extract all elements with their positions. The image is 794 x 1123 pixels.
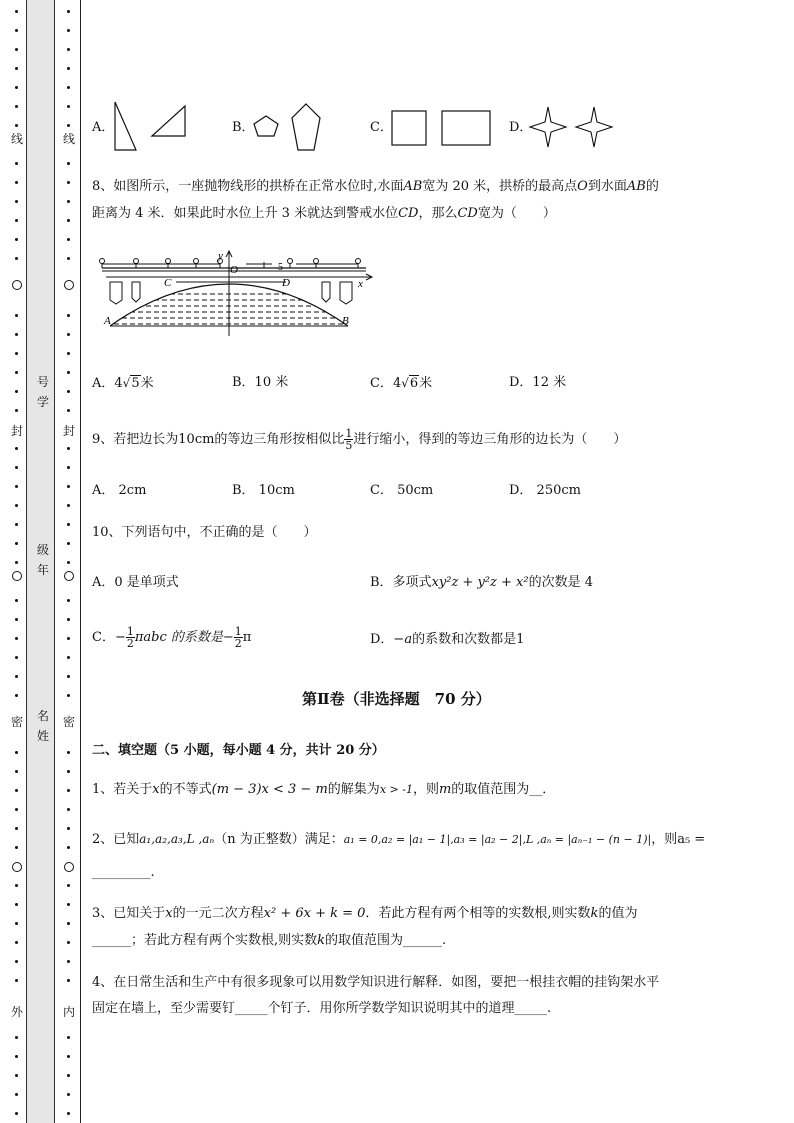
- q9-text-b: 进行缩小，得到的等边三角形的边长为（ ）: [353, 432, 627, 447]
- margin-dot: [67, 542, 70, 545]
- q10-option-b: [370, 574, 593, 592]
- f1-mid: 的不等式: [159, 782, 212, 797]
- margin-dot: [15, 333, 18, 336]
- q7-option-d-label: D．: [509, 120, 533, 135]
- margin-ring: [12, 280, 22, 290]
- margin-dot: [15, 238, 18, 241]
- q10-c-frac1: $\frac{1}{2}$: [126, 625, 134, 650]
- margin-dot: [67, 1074, 70, 1077]
- f3-line2a: ______；若此方程有两个实数根,则实数: [92, 933, 318, 948]
- margin-dot: [67, 67, 70, 70]
- q8-cd-2: CD: [457, 206, 478, 221]
- q8-a-unit: 米: [140, 376, 154, 391]
- q10-d-pre: D．−: [370, 632, 405, 647]
- margin-dot: [15, 200, 18, 203]
- q7-option-b-label: B．: [232, 120, 255, 135]
- margin-dot: [67, 903, 70, 906]
- q8-stem-line1: [92, 178, 659, 196]
- f1-x: x: [152, 782, 160, 797]
- q8-text-e: 距离为 4 米．如果此时水位上升 3 米就达到警戒水位: [92, 206, 399, 221]
- margin-dot: [67, 789, 70, 792]
- margin-dot: [67, 181, 70, 184]
- margin-dot: [67, 960, 70, 963]
- q10-c-pre: C．−: [92, 630, 126, 645]
- label-ji: 级: [36, 543, 49, 557]
- part2-title: 第Ⅱ卷（非选择题 70 分）: [302, 690, 491, 708]
- margin-dot: [67, 257, 70, 260]
- q10-option-c: [92, 626, 251, 650]
- margin-dot: [15, 770, 18, 773]
- fig-label-d: D: [282, 277, 290, 289]
- f2-pre: 2、已知: [92, 832, 140, 847]
- fill-q4-line2: 固定在墙上，至少需要钉_____个钉子．用你所学数学知识说明其中的道理_____.: [92, 1001, 552, 1016]
- q8-text-c: 到水面: [587, 179, 627, 194]
- f2-relation: a₁ = 0,a₂ = |a₁ − 1|,a₃ = |a₂ − 2|,L ,aₙ = |aₙ₋₁ − (n − 1)|: [343, 833, 652, 846]
- margin-dot: [15, 447, 18, 450]
- q8-c-radicand: 6: [409, 376, 419, 391]
- margin-dot: [15, 314, 18, 317]
- q10-d-var: a: [404, 632, 413, 647]
- f3-k: k: [590, 906, 599, 921]
- margin-dot: [67, 884, 70, 887]
- q8-text-f: ，那么: [418, 206, 458, 221]
- f2-cond: （n 为正整数）满足：: [214, 832, 344, 847]
- q8-text-d: 的: [645, 179, 659, 194]
- margin-dot: [67, 333, 70, 336]
- margin-ring: [64, 862, 74, 872]
- margin-dot: [15, 979, 18, 982]
- margin-dot: [67, 29, 70, 32]
- inner-char-feng: 封: [62, 424, 75, 438]
- inner-char-xian: 线: [62, 132, 75, 146]
- fill-q2-blank: _________.: [92, 865, 155, 880]
- margin-dot: [15, 941, 18, 944]
- f1-solution: x > -1: [379, 783, 413, 796]
- margin-dot: [15, 1055, 18, 1058]
- margin-ring: [12, 862, 22, 872]
- q8-stem-line2: [92, 205, 556, 223]
- margin-dot: [15, 371, 18, 374]
- q7-option-a-figure: [112, 100, 190, 154]
- label-xing: 姓: [36, 729, 49, 743]
- margin-dot: [67, 694, 70, 697]
- margin-dot: [15, 48, 18, 51]
- fill-q4-line1: 4、在日常生活和生产中有很多现象可以用数学知识进行解释．如图，要把一根挂衣帽的挂钩架水平: [92, 975, 660, 990]
- margin-dot: [67, 1036, 70, 1039]
- fill-q3-line2: [92, 932, 446, 950]
- margin-dot: [15, 86, 18, 89]
- margin-dot: [15, 257, 18, 260]
- margin-dot: [15, 694, 18, 697]
- fill-in-heading: 二、填空题（5 小题，每小题 4 分，共计 20 分）: [92, 743, 385, 758]
- margin-dot: [15, 846, 18, 849]
- fig-label-x: x: [358, 278, 363, 290]
- outer-char-wai: 外: [10, 1005, 23, 1019]
- f3-x: x: [165, 906, 173, 921]
- margin-dot: [15, 67, 18, 70]
- q9-option-c: C． 50cm: [370, 483, 434, 498]
- margin-dot: [67, 352, 70, 355]
- margin-dot: [67, 751, 70, 754]
- q8-option-d: D．12 米: [509, 375, 567, 390]
- f3-post: ．若此方程有两个相等的实数根,则实数: [365, 906, 591, 921]
- f2-seq: a₁,a₂,a₃,L ,aₙ: [139, 832, 215, 846]
- margin-dot: [67, 48, 70, 51]
- margin-dot: [15, 1093, 18, 1096]
- margin-dot: [67, 637, 70, 640]
- margin-dot: [67, 124, 70, 127]
- margin-dot: [15, 827, 18, 830]
- margin-dot: [15, 808, 18, 811]
- margin-dot: [15, 1112, 18, 1115]
- margin-dot: [67, 827, 70, 830]
- q8-ab-1: AB: [403, 179, 423, 194]
- q7-option-b-figure: [252, 102, 324, 152]
- q8-o: O: [577, 179, 588, 194]
- q9-stem: [92, 428, 626, 452]
- margin-dot: [15, 523, 18, 526]
- margin-ring: [64, 280, 74, 290]
- margin-dot: [15, 29, 18, 32]
- f1-post: 的取值范围为__．: [451, 782, 556, 797]
- margin-dot: [67, 675, 70, 678]
- outer-char-feng: 封: [10, 424, 23, 438]
- fig-label-y: y: [218, 250, 223, 262]
- q8-ab-2: AB: [626, 179, 646, 194]
- margin-dot: [15, 789, 18, 792]
- f1-expr: (m − 3)x < 3 − m: [211, 782, 328, 797]
- margin-dot: [67, 371, 70, 374]
- q10-b-pre: B．多项式: [370, 575, 432, 590]
- margin-dot: [15, 599, 18, 602]
- q9-option-b: B． 10cm: [232, 483, 295, 498]
- margin-dot: [67, 618, 70, 621]
- label-ming: 名: [36, 709, 49, 723]
- margin-dot: [67, 979, 70, 982]
- margin-dot: [67, 409, 70, 412]
- margin-dot: [67, 1112, 70, 1115]
- q10-c-mid: πabc 的系数是−: [134, 630, 234, 645]
- margin-dot: [67, 466, 70, 469]
- fig-label-a: A: [104, 315, 111, 327]
- f3-post2: 的值为: [598, 906, 638, 921]
- f3-line2b: 的取值范围为______.: [325, 933, 447, 948]
- q8-cd-1: CD: [398, 206, 419, 221]
- f3-equation: x² + 6x + k = 0: [263, 906, 366, 921]
- q7-option-d-figure: [528, 105, 614, 149]
- f1-pre: 1、若关于: [92, 782, 153, 797]
- q10-c-post: π: [242, 630, 252, 645]
- margin-dot: [67, 808, 70, 811]
- margin-ring: [64, 571, 74, 581]
- margin-dot: [67, 599, 70, 602]
- margin-dot: [15, 922, 18, 925]
- f1-mid2: 的解集为: [327, 782, 380, 797]
- label-xue: 学: [36, 395, 49, 409]
- q8-option-b: B．10 米: [232, 375, 289, 390]
- margin-dot: [15, 1036, 18, 1039]
- q8-option-c: C．4√6米: [370, 376, 433, 391]
- q10-b-post: 的次数是 4: [528, 575, 593, 590]
- margin-dot: [67, 561, 70, 564]
- margin-dot: [67, 238, 70, 241]
- margin-dot: [15, 1074, 18, 1077]
- margin-dot: [67, 922, 70, 925]
- q10-b-expr: xy²z + y²z + x²: [431, 575, 529, 590]
- q8-a-label: A．4: [92, 376, 123, 391]
- margin-dot: [15, 219, 18, 222]
- margin-dot: [67, 200, 70, 203]
- margin-dot: [15, 105, 18, 108]
- margin-dot: [15, 504, 18, 507]
- margin-dot: [67, 10, 70, 13]
- f1-m: m: [438, 782, 452, 797]
- q8-a-radicand: 5: [131, 376, 140, 391]
- fill-q1: [92, 781, 555, 799]
- margin-dot: [67, 846, 70, 849]
- margin-dot: [67, 314, 70, 317]
- margin-dot: [67, 105, 70, 108]
- inner-char-mi: 密: [62, 715, 75, 729]
- f3-mid: 的一元二次方程: [172, 906, 264, 921]
- fill-q2: [92, 830, 705, 849]
- q8-bridge-figure: [96, 248, 376, 336]
- q8-option-a: A．4√5米: [92, 376, 154, 391]
- q7-option-c-figure: [390, 108, 494, 148]
- q8-text-g: 宽为（ ）: [477, 206, 556, 221]
- fig-label-o: O: [230, 264, 238, 276]
- outer-dot-column: [12, 0, 22, 1123]
- margin-dot: [15, 637, 18, 640]
- q8-text-a: 8、如图所示，一座抛物线形的拱桥在正常水位时,水面: [92, 179, 404, 194]
- margin-dot: [15, 884, 18, 887]
- fig-label-c: C: [164, 277, 172, 289]
- margin-dot: [67, 504, 70, 507]
- label-hao: 号: [36, 375, 49, 389]
- f2-post: ，则a₅ =: [651, 832, 706, 847]
- outer-char-mi: 密: [10, 715, 23, 729]
- margin-dot: [15, 903, 18, 906]
- margin-dot: [15, 124, 18, 127]
- q10-option-a: A．0 是单项式: [92, 575, 179, 590]
- q7-option-c-label: C．: [370, 120, 393, 135]
- q8-text-b: 宽为 20 米，拱桥的最高点: [422, 179, 578, 194]
- q10-option-d: [370, 631, 524, 649]
- f3-k2: k: [317, 933, 326, 948]
- margin-dot: [15, 485, 18, 488]
- margin-dot: [67, 523, 70, 526]
- q9-option-d: D． 250cm: [509, 483, 581, 498]
- q9-option-a: A． 2cm: [92, 483, 147, 498]
- margin-ring: [12, 571, 22, 581]
- margin-dot: [15, 960, 18, 963]
- margin-dot: [67, 162, 70, 165]
- q10-d-post: 的系数和次数都是1: [412, 632, 525, 647]
- q10-stem: 10、下列语句中，不正确的是（ ）: [92, 525, 317, 540]
- margin-dot: [67, 86, 70, 89]
- margin-rule: [80, 0, 81, 1123]
- margin-dot: [67, 770, 70, 773]
- q9-text-a: 9、若把边长为10cm的等边三角形按相似比: [92, 432, 345, 447]
- margin-dot: [15, 390, 18, 393]
- margin-dot: [15, 561, 18, 564]
- margin-dot: [15, 751, 18, 754]
- f1-mid3: ，则: [412, 782, 439, 797]
- margin-dot: [67, 390, 70, 393]
- q9-ratio: $\frac{1}{5}$: [345, 427, 353, 452]
- margin-dot: [67, 1055, 70, 1058]
- f3-pre: 3、已知关于: [92, 906, 166, 921]
- margin-dot: [15, 181, 18, 184]
- margin-dot: [67, 447, 70, 450]
- margin-dot: [15, 466, 18, 469]
- margin-dot: [15, 675, 18, 678]
- margin-dot: [15, 352, 18, 355]
- margin-dot: [15, 162, 18, 165]
- margin-dot: [15, 656, 18, 659]
- margin-dot: [67, 656, 70, 659]
- q10-c-frac2: $\frac{1}{2}$: [234, 625, 242, 650]
- inner-char-nei: 内: [62, 1005, 75, 1019]
- margin-dot: [15, 409, 18, 412]
- margin-dot: [67, 941, 70, 944]
- fig-label-b: B: [342, 315, 349, 327]
- outer-char-xian: 线: [10, 132, 23, 146]
- margin-dot: [15, 542, 18, 545]
- inner-dot-column: [64, 0, 74, 1123]
- margin-dot: [67, 1093, 70, 1096]
- q7-option-a-label: A．: [92, 120, 115, 135]
- label-nian: 年: [36, 563, 49, 577]
- margin-dot: [67, 219, 70, 222]
- margin-dot: [15, 618, 18, 621]
- q8-c-label: C．4: [370, 376, 402, 391]
- margin-dot: [67, 485, 70, 488]
- fig-label-five: 5: [278, 262, 283, 273]
- q8-c-unit: 米: [419, 376, 433, 391]
- margin-dot: [15, 10, 18, 13]
- fill-q3-line1: [92, 905, 637, 923]
